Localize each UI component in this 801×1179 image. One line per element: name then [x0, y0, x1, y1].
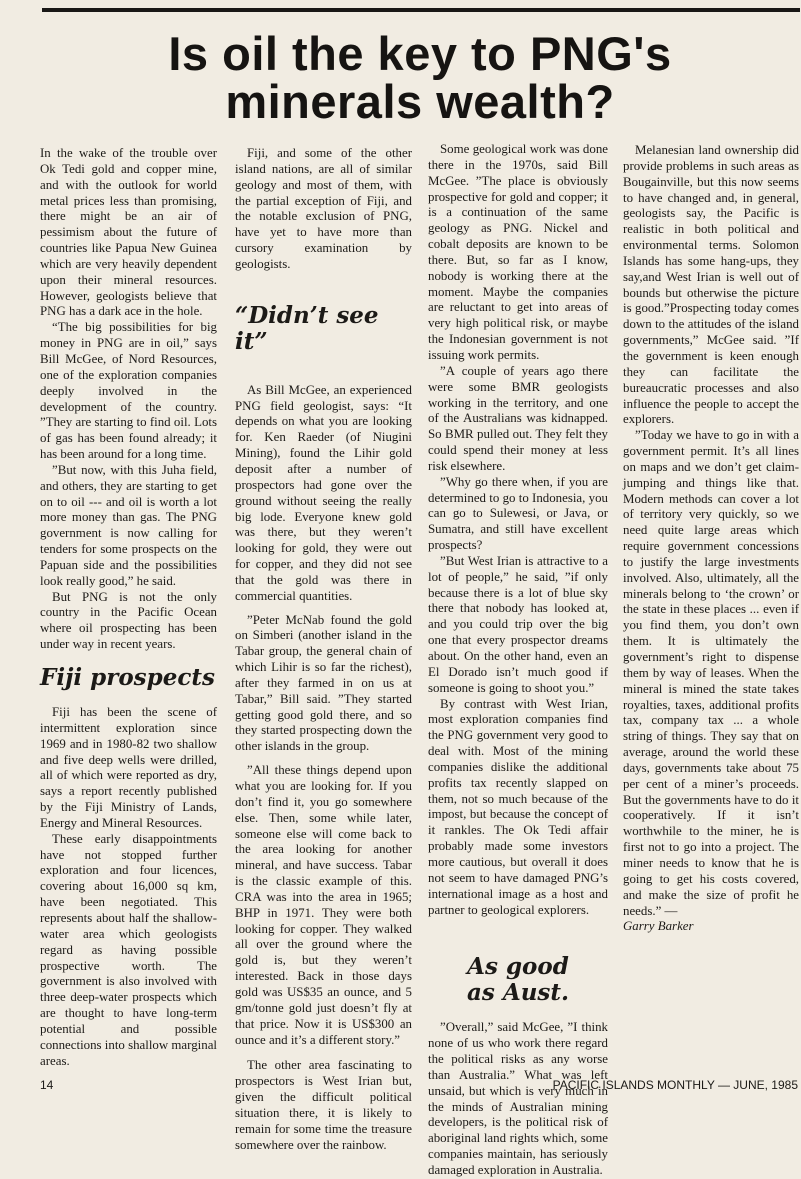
column-1 — [40, 146, 217, 1069]
byline: Garry Barker — [623, 919, 694, 934]
paragraph: The other area fascinating to prospectors is West Irian but, given the difficult political situation there, it is likely to remain for some time the treasure somewhere over the rainbow. — [235, 1058, 412, 1152]
headline-line-1: Is oil the key to PNG's — [168, 27, 672, 80]
paragraph: Fiji has been the scene of intermittent exploration since 1969 and in 1980-82 two shallow and five deep wells were drilled, all of which were reported as dry, says a report recently published by the Fiji Ministry of Lands, Energy and Mineral Resources. — [40, 705, 217, 830]
paragraph: ”Why go there when, if you are determined to go to Indonesia, you can go to Sulewesi, or Java, or Sumatra, and still have excellent prospects? — [428, 474, 608, 553]
page-number: 14 — [40, 1078, 54, 1092]
column-2 — [235, 146, 412, 1153]
paragraph: ”Today we have to go in with a government permit. It’s all lines on maps and we don’t get claim-jumping and things like that. Modern methods can cover a lot of territory very quickly, so we need quite large areas which require government concessions to justify the large investments involved. Also, ultimately, all the minerals belong to ‘the crown’ or the state in these places ... even if you find them, you don’t own them. It is ultimately the government’s right to dispense them by way of leases. When the mineral is mined the state takes royalties, taxes, additional profits tax, company tax ... a whole string of things. They say that on average, around the world these days, governments take about 75 per cent of a miner’s proceeds. But the governments have to do it cooperatively. If it isn’t worthwhile to the miner, he is first not to go into a project. The miner needs to know that he is going to get his costs covered, and make the size of profit he needs.” — — [623, 428, 799, 918]
subhead-fiji-prospects: Fiji prospects — [40, 664, 215, 691]
column-4 — [623, 143, 799, 935]
paragraph: Some geological work was done there in the 1970s, said Bill McGee. ”The place is obviously prospective for gold and copper; it is a continuation of the same geology as PNG. Nickel and cobalt deposits are known to be there. But, so far as I know, nobody is working there at the moment. Maybe the companies are reluctant to get into areas of very high political risk, or maybe the Indonesian government is not issuing work permits. — [428, 142, 608, 362]
running-footer: PACIFIC ISLANDS MONTHLY — JUNE, 1985 — [552, 1078, 798, 1092]
paragraph: ”But West Irian is attractive to a lot of people,” he said, ”if only because there is a lot of blue sky there that nobody has looked at, and you could trip over the big one that every prospector dreams about. On the other hand, even an El Dorado isn’t much good if someone is going to shoot you.” — [428, 553, 608, 695]
subhead-line-2: as Aust. — [466, 979, 569, 1007]
paragraph: As Bill McGee, an experienced PNG field geologist, says: “It depends on what you are looking for. Ken Raeder (of Niugini Mining), found the Lihir gold deposit after a number of prospectors had gone over the ground without seeing the really big lode. Everyone knew gold was there, but they weren’t looking for gold, they were out for copper, and they did not see that the gold was there in commercial quantities. — [235, 382, 412, 603]
paragraph: ”But now, with this Juha field, and others, they are starting to get on to oil --- and oil is worth a lot more money than gas. The PNG government is now calling for tenders for some prospects on the Papuan side and the possibilities look really good,” he said. — [40, 462, 217, 588]
subhead-as-good-as-aust — [428, 954, 608, 1006]
paragraph: By contrast with West Irian, most exploration companies find the PNG government very good to deal with. Most of the mining companies dislike the additional profits tax recently slapped on them, not so much because of the impost, but because the concept of it rankles. The Ok Tedi affair probably made some investors more cautious, but overall it does not seem to have damaged PNG’s international image as a host and partner to geological explorers. — [428, 696, 608, 917]
paragraph: Melanesian land ownership did provide problems in such areas as Bougainville, but this now seems to have changed and, in general, geologists say, the Pacific is realistic in both political and environmental terms. Solomon Islands has some hang-ups, they say,and West Irian is well out of bounds but otherwise the picture is good.”Prospecting today comes down to the attitudes of the island governments,” McGee said. ”If the government is keen enough they can facilitate the bureaucratic processes and also influence the people to accept the explorers. — [623, 143, 799, 427]
top-rule — [42, 8, 800, 12]
paragraph: ”Peter McNab found the gold on Simberi (another island in the Tabar group, the general chain of which Lihir is so far the richest), after they farmed in on us at Tabar,” Bill said. ”They started getting good gold there, and so they started prospecting down the other islands in the group. — [235, 612, 412, 754]
subhead-line-1: As good — [467, 953, 569, 981]
paragraph: ”Overall,” said McGee, ”I think none of us who work there regard the political risks as any worse than Australia.” What was left unsaid, but which is very much in the minds of Australian mining developers, is the political risk of aboriginal land rights which, some companies maintain, has seriously damaged exploration in Australia. — [428, 1020, 608, 1177]
paragraph: Fiji, and some of the other island nations, are all of similar geology and most of them, with the partial exception of Fiji, and the notable exclusion of PNG, have yet to have more than cursory examination by geologists. — [235, 146, 412, 271]
subhead-didnt-see-it: “Didn’t see it” — [235, 301, 379, 355]
paragraph-intro: In the wake of the trouble over Ok Tedi gold and copper mine, and with the outlook for world metal prices less than promising, there might be an air of pessimism about the future of countries like Papua New Guinea which are very heavily dependent upon their mineral resources. However, geologists believe that PNG has a dark ace in the hole. — [40, 146, 217, 319]
headline — [40, 27, 800, 128]
headline-line-2: minerals wealth? — [225, 75, 615, 128]
paragraph: But PNG is not the only country in the Pacific Ocean where oil prospecting has been under way in recent years. — [40, 589, 217, 652]
paragraph: ”All these things depend upon what you are looking for. If you don’t find it, you go somewhere else. Then, some while later, someone else will come back to the area looking for another mineral, and have success. Tabar is the classic example of this. CRA was into the area in 1965; BHP in 1971. They were both looking for copper. They walked all over the ground where the gold is, but they weren’t interested. Back in those days gold was US$35 an ounce, and 5 gm/tonne gold just doesn’t fly at that price. Now it is US$300 an ounce and it’s a different story.” — [235, 763, 412, 1047]
paragraph: ”A couple of years ago there were some BMR geologists working in the territory, and one of the Australians was kidnapped. So BMR pulled out. They felt they could spend their money at less risk elsewhere. — [428, 363, 608, 473]
column-3 — [428, 142, 608, 1179]
paragraph: These early disappointments have not stopped further exploration and four licences, covering about 16,000 sq km, have been negotiated. This represents about half the shallow-water area which geologists regard as having possible prospective worth. The government is also involved with three deep-water prospects which are thought to have long-term potential and possible connections into shallow marginal areas. — [40, 831, 217, 1068]
paragraph: “The big possibilities for big money in PNG are in oil,” says Bill McGee, of Nord Resources, one of the exploration companies deeply involved in the development of the country. ”They are starting to find oil. Lots of gas has been found already; it has been around for a long time. — [40, 320, 217, 462]
